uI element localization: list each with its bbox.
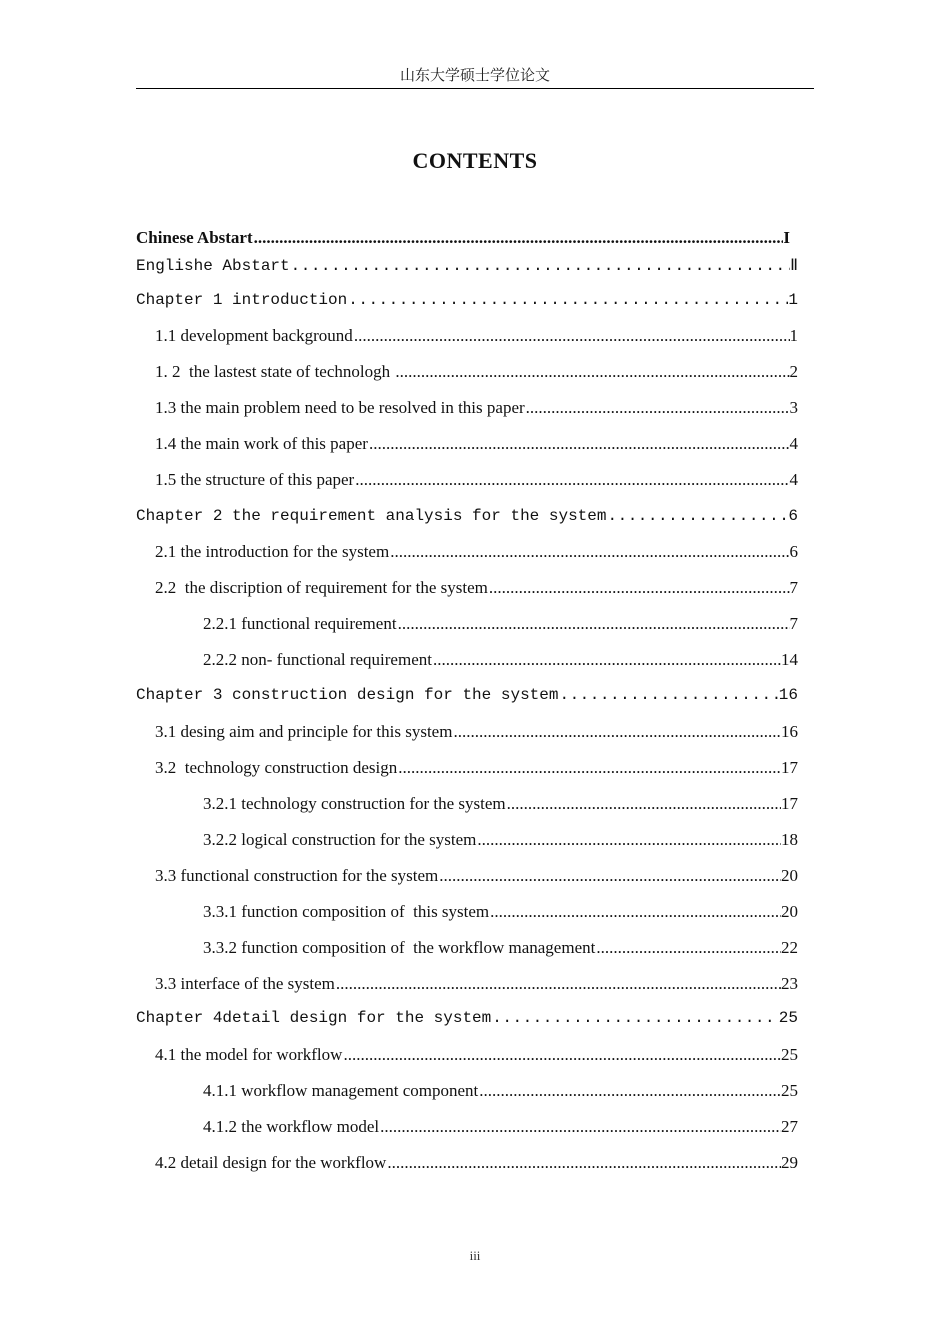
toc-entry-2-1[interactable]: 2.1 the introduction for the system ..... 6 xyxy=(155,542,798,562)
toc-entry-3-3-1[interactable]: 3.3.1 function composition of this system ..... 20 xyxy=(203,902,798,922)
toc-entry-2-2[interactable]: 2.2 the discription of requirement for the system ..... 7 xyxy=(155,578,798,598)
toc-entry-3-3-functional[interactable]: 3.3 functional construction for the system ..... 20 xyxy=(155,866,798,886)
page-number: iii xyxy=(469,1248,481,1263)
running-header: 山东大学硕士学位论文 xyxy=(399,68,550,84)
toc-entry-4-1[interactable]: 4.1 the model for workflow ..... 25 xyxy=(155,1045,798,1065)
toc-entry-1-3[interactable]: 1.3 the main problem need to be resolved in this paper ..... 3 xyxy=(155,398,798,418)
toc-entry-chinese-abstract[interactable]: Chinese Abstart ..... I xyxy=(136,228,790,248)
toc-entry-3-2-1[interactable]: 3.2.1 technology construction for the system ..... 17 xyxy=(203,794,798,814)
toc-entry-chapter-1[interactable]: Chapter 1 introduction ..... 1 xyxy=(136,291,798,309)
toc-entry-2-2-2[interactable]: 2.2.2 non- functional requirement ..... 14 xyxy=(203,650,798,670)
toc-entry-4-1-2[interactable]: 4.1.2 the workflow model ..... 27 xyxy=(203,1117,798,1137)
page-title: CONTENTS xyxy=(412,148,538,173)
toc-entry-3-3-interface[interactable]: 3.3 interface of the system ..... 23 xyxy=(155,974,798,994)
toc-entry-1-2[interactable]: 1. 2 the lastest state of technologh ..... 2 xyxy=(155,362,798,382)
toc-entry-chapter-4[interactable]: Chapter 4detail design for the system ..... 25 xyxy=(136,1009,798,1027)
toc-entry-2-2-1[interactable]: 2.2.1 functional requirement ..... 7 xyxy=(203,614,798,634)
toc-entry-4-2[interactable]: 4.2 detail design for the workflow ..... 29 xyxy=(155,1153,798,1173)
toc-entry-1-5[interactable]: 1.5 the structure of this paper ..... 4 xyxy=(155,470,798,490)
toc-entry-4-1-1[interactable]: 4.1.1 workflow management component ..... 25 xyxy=(203,1081,798,1101)
toc-entry-1-1[interactable]: 1.1 development background ..... 1 xyxy=(155,326,798,346)
toc-entry-3-2-2[interactable]: 3.2.2 logical construction for the system ..... 18 xyxy=(203,830,798,850)
toc-entry-english-abstract[interactable]: Englishe Abstart ..... Ⅱ xyxy=(136,255,798,275)
toc-entry-3-3-2[interactable]: 3.3.2 function composition of the workflow management ..... 22 xyxy=(203,938,798,958)
toc-entry-chapter-3[interactable]: Chapter 3 construction design for the system ..... 16 xyxy=(136,686,798,704)
toc-entry-1-4[interactable]: 1.4 the main work of this paper ..... 4 xyxy=(155,434,798,454)
toc-entry-3-1[interactable]: 3.1 desing aim and principle for this system ..... 16 xyxy=(155,722,798,742)
toc-entry-3-2[interactable]: 3.2 technology construction design ..... 17 xyxy=(155,758,798,778)
toc-entry-chapter-2[interactable]: Chapter 2 the requirement analysis for the system ..... 6 xyxy=(136,507,798,525)
